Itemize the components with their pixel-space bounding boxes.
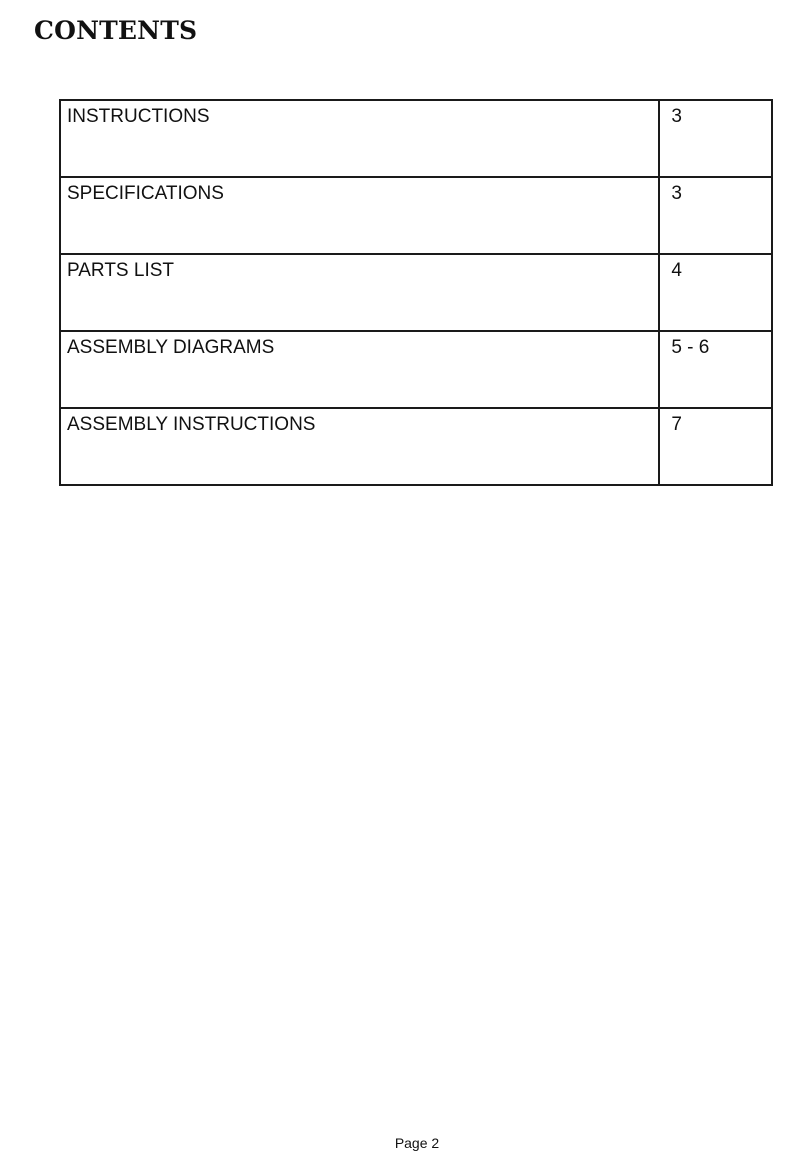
section-name: PARTS LIST <box>60 254 659 331</box>
section-page: 3 <box>659 177 772 254</box>
section-page: 4 <box>659 254 772 331</box>
section-name: ASSEMBLY DIAGRAMS <box>60 331 659 408</box>
table-row <box>60 254 772 331</box>
contents-table <box>59 99 773 486</box>
page-title: CONTENTS <box>34 16 198 45</box>
section-name: ASSEMBLY INSTRUCTIONS <box>60 408 659 485</box>
section-name: SPECIFICATIONS <box>60 177 659 254</box>
page-number: Page 2 <box>394 1135 440 1151</box>
section-page: 3 <box>659 100 772 177</box>
section-name: INSTRUCTIONS <box>60 100 659 177</box>
table-row <box>60 331 772 408</box>
section-page: 7 <box>659 408 772 485</box>
table-row <box>60 408 772 485</box>
table-row <box>60 100 772 177</box>
table-row <box>60 177 772 254</box>
section-page: 5 - 6 <box>659 331 772 408</box>
